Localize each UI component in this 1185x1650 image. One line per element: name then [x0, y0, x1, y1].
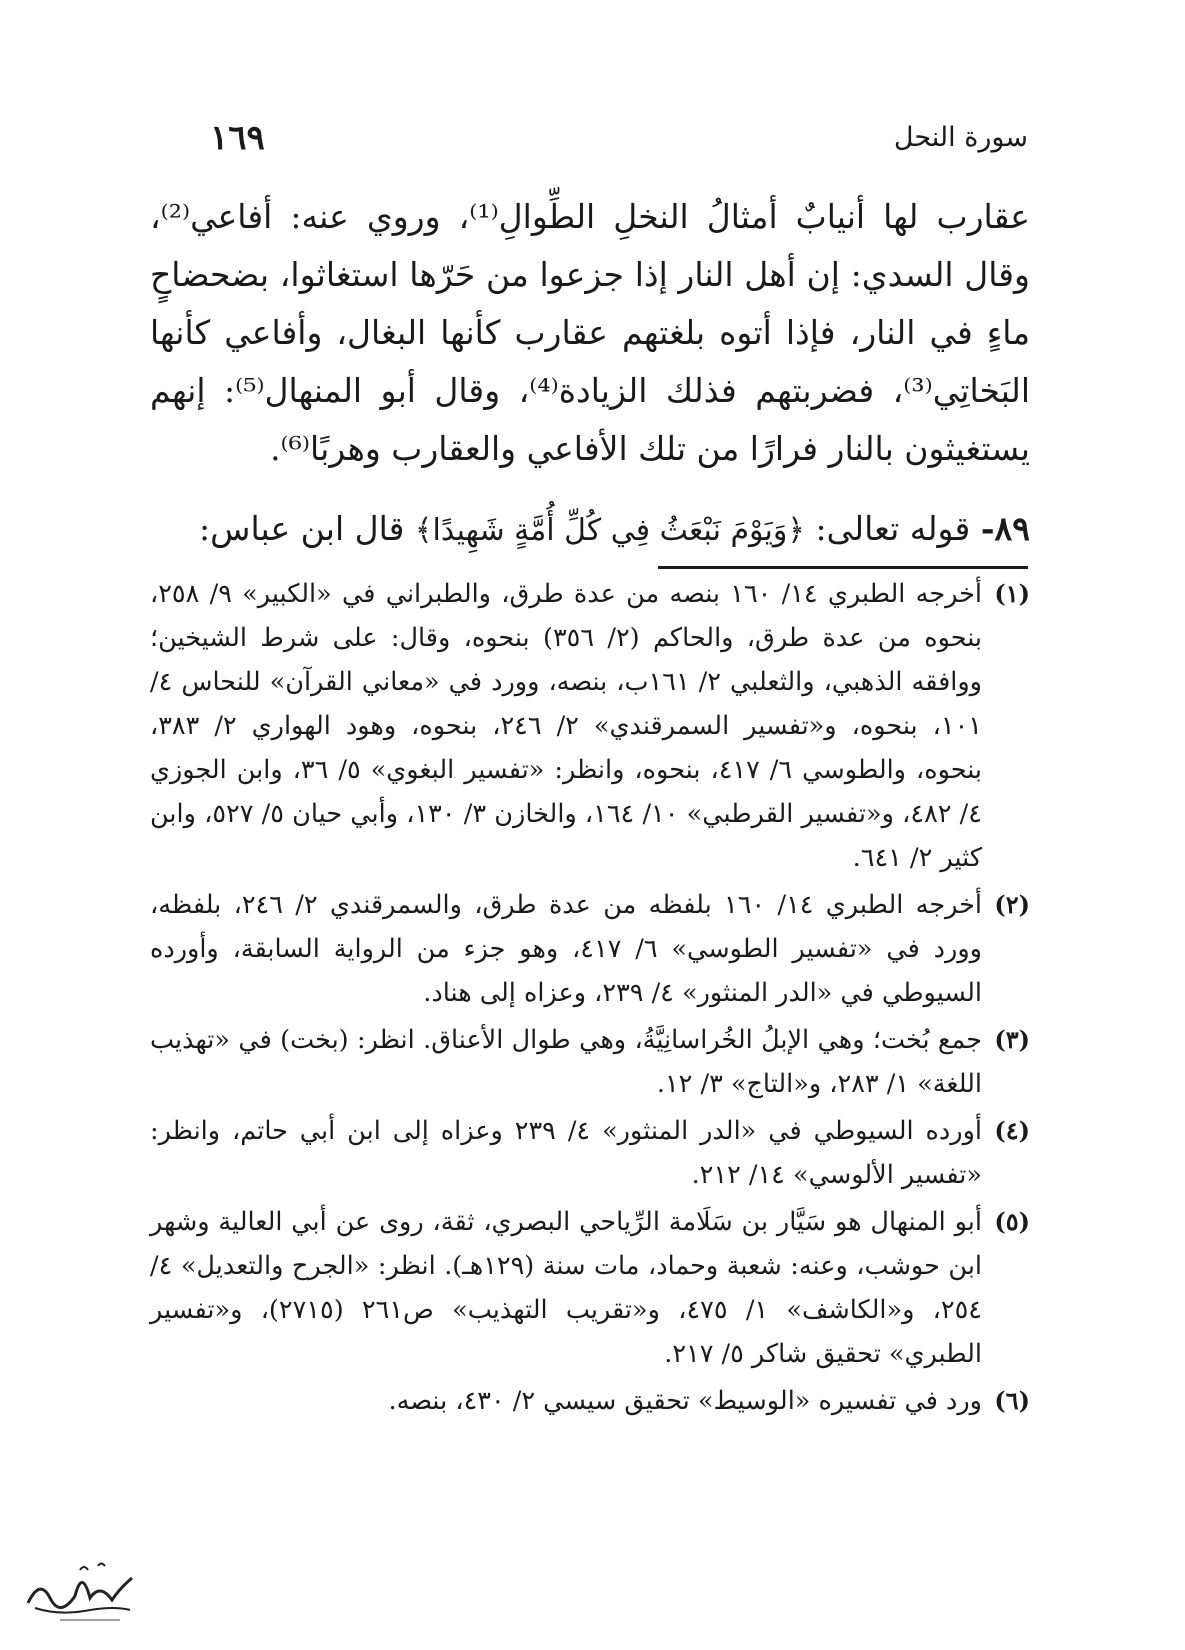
footnote-text: جمع بُخت؛ وهي الإبلُ الخُراسانِيَّةُ، وهي طوال الأعناق. انظر: (بخت) في «تهذيب اللغة» ١/ ٢٨٣، و«التاج» ٣/ ١٢.: [150, 1025, 982, 1099]
footnote-5: [150, 1200, 1030, 1376]
page-number: ١٦٩: [210, 118, 265, 158]
footnotes: [150, 572, 1030, 1426]
main-paragraph: عقارب لها أنيابٌ أمثالُ النخلِ الطِّوالِ⁽¹⁾، وروي عنه: أفاعي⁽²⁾، وقال السدي: إن أهل النار إذا جزعوا من حَرّها استغاثوا، بضحضاحٍ ماءٍ في النار، فإذا أتوه بلغتهم عقارب كأنها البغال، وأفاعي كأنها البَخاتِي⁽³⁾، فضربتهم فذلك الزيادة⁽⁴⁾، وقال أبو المنهال⁽⁵⁾: إنهم يستغيثون بالنار فرارًا من تلك الأفاعي والعقارب وهربًا⁽⁶⁾.: [150, 197, 1030, 468]
quran-verse: ﴿وَيَوْمَ نَبْعَثُ فِي كُلِّ أُمَّةٍ شَهِيدًا﴾: [414, 513, 805, 548]
footnote-number: (٥): [994, 1207, 1030, 1236]
footnote-number: (٤): [994, 1116, 1030, 1145]
footnote-number: (٦): [994, 1386, 1030, 1415]
footnote-6: [150, 1379, 1030, 1423]
footnote-text: أورده السيوطي في «الدر المنثور» ٤/ ٢٣٩ وعزاه إلى ابن أبي حاتم، وانظر: «تفسير الألوسي» ١٤/ ٢١٢.: [150, 1116, 982, 1190]
footnote-text: أخرجه الطبري ١٤/ ١٦٠ بلفظه من عدة طرق، والسمرقندي ٢/ ٢٤٦، بلفظه، وورد في «تفسير الطوسي» ٦/ ٤١٧، وهو جزء من الرواية السابقة، وأورده السيوطي في «الدر المنثور» ٤/ ٢٣٩، وعزاه إلى هناد.: [150, 890, 983, 1008]
footnote-2: [150, 883, 1030, 1015]
verse-heading: [150, 503, 1030, 557]
footnote-number: (٣): [994, 1025, 1030, 1054]
footnote-3: [150, 1018, 1030, 1106]
surah-title: سورة النحل: [893, 122, 1028, 153]
calligraphy-logo-icon: [20, 1548, 140, 1628]
footnote-4: [150, 1109, 1030, 1197]
footnote-number: (٢): [994, 890, 1030, 919]
main-text: [150, 188, 1030, 478]
footnote-text: أخرجه الطبري ١٤/ ١٦٠ بنصه من عدة طرق، والطبراني في «الكبير» ٩/ ٢٥٨، بنحوه من عدة طرق، والحاكم (٢/ ٣٥٦) بنحوه، وقال: على شرط الشيخين؛ ووافقه الذهبي، والثعلبي ٢/ ١٦١ب، بنصه، وورد في «معاني القرآن» للنحاس ٤/ ١٠١، بنحوه، و«تفسير السمرقندي» ٢/ ٢٤٦، بنحوه، وهود الهواري ٢/ ٣٨٣، بنحوه، والطوسي ٦/ ٤١٧، بنحوه، وانظر: «تفسير البغوي» ٥/ ٣٦، وابن الجوزي ٤/ ٤٨٢، و«تفسير القرطبي» ١٠/ ١٦٤، والخازن ٣/ ١٣٠، وأبي حيان ٥/ ٥٢٧، وابن كثير ٢/ ٦٤١.: [150, 579, 983, 873]
page-header: [210, 118, 1028, 168]
footnote-1: [150, 572, 1030, 880]
footnote-number: (١): [994, 579, 1030, 608]
verse-after: قال ابن عباس:: [199, 509, 405, 548]
footnote-text: أبو المنهال هو سَيَّار بن سَلَامة الرِّياحي البصري، ثقة، روى عن أبي العالية وشهر ابن حوشب، وعنه: شعبة وحماد، مات سنة (١٢٩هـ). انظر: «الجرح والتعديل» ٤/ ٢٥٤، و«الكاشف» ١/ ٤٧٥، و«تقريب التهذيب» ص٢٦١ (٢٧١٥)، و«تفسير الطبري» تحقيق شاكر ٥/ ٢١٧.: [150, 1207, 983, 1369]
footnote-divider: [658, 566, 1028, 569]
verse-intro: قوله تعالى:: [815, 509, 971, 548]
footnote-text: ورد في تفسيره «الوسيط» تحقيق سيسي ٢/ ٤٣٠، بنصه.: [388, 1386, 982, 1416]
verse-number: ٨٩-: [980, 509, 1030, 548]
